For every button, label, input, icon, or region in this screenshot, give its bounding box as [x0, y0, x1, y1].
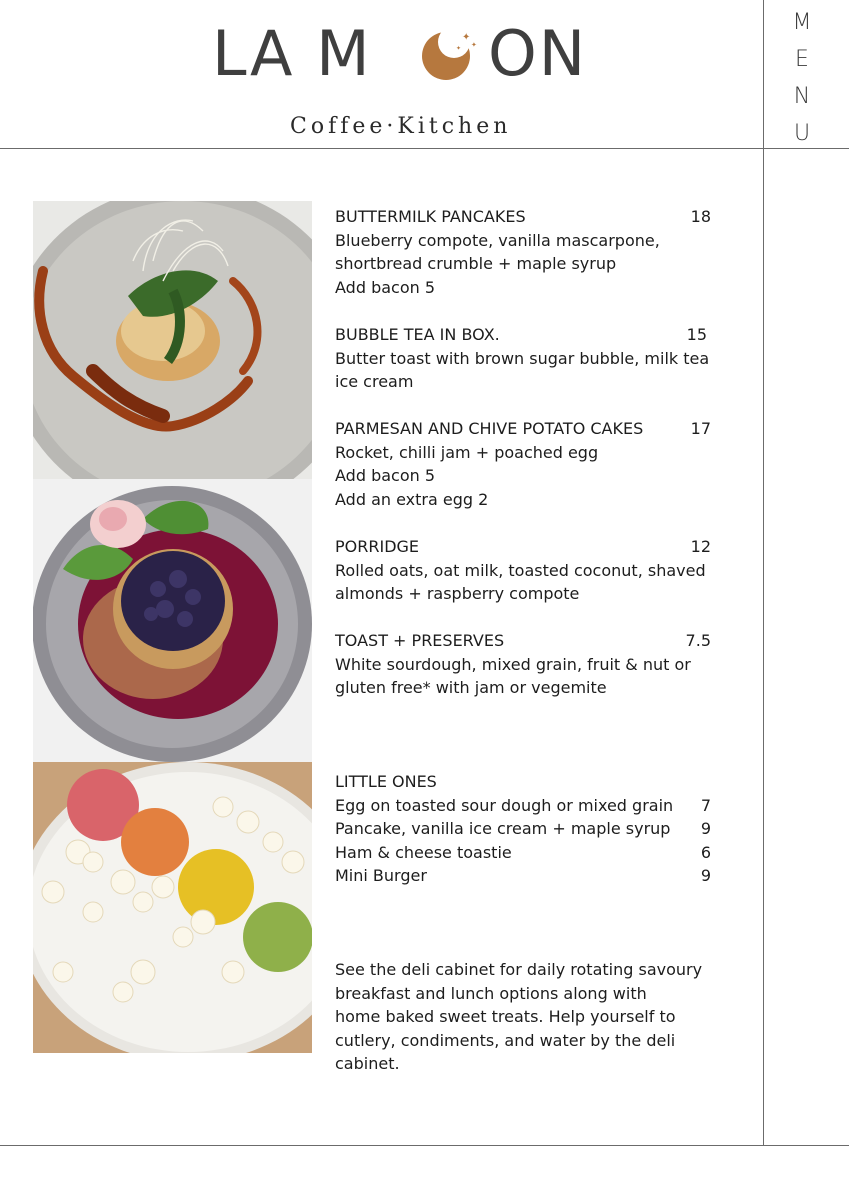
menu-item	[335, 205, 711, 299]
header-divider	[0, 148, 849, 149]
item-description: Rolled oats, oat milk, toasted coconut, shaved	[335, 560, 706, 580]
svg-text:✦: ✦	[462, 32, 473, 43]
brand-name-left: LA M	[212, 17, 372, 90]
item-description: almonds + raspberry compote	[335, 584, 580, 604]
item-price: 17	[690, 419, 711, 438]
item-addon: Add bacon 5	[335, 466, 436, 486]
deli-cabinet-note	[335, 958, 711, 1076]
kids-item	[335, 841, 711, 865]
menu-letter: N	[793, 84, 811, 109]
menu-item	[335, 535, 711, 606]
item-price: 7.5	[685, 631, 711, 650]
item-name: Ham & cheese toastie	[335, 842, 512, 862]
kids-item	[335, 817, 711, 841]
item-description: White sourdough, mixed grain, fruit & nut or	[335, 654, 691, 674]
item-price: 18	[690, 207, 711, 226]
menu-item	[335, 323, 711, 394]
item-price: 6	[700, 842, 711, 862]
item-name: Pancake, vanilla ice cream + maple syrup	[335, 819, 671, 839]
item-price: 9	[700, 819, 711, 839]
menu-tab-label	[778, 4, 826, 152]
menu-tab-divider	[763, 0, 764, 1145]
svg-text:✦: ✦	[456, 45, 464, 52]
moon-icon	[422, 28, 482, 82]
pancake-photo	[33, 479, 312, 762]
kids-item	[335, 864, 711, 888]
note-line: See the deli cabinet for daily rotating savoury	[335, 960, 703, 979]
item-price: 12	[690, 537, 711, 556]
item-name: TOAST + PRESERVES	[335, 631, 505, 650]
note-line: cutlery, condiments, and water by the deli	[335, 1030, 676, 1050]
footer-divider	[0, 1145, 849, 1146]
menu-letter: E	[795, 47, 809, 72]
item-description: Rocket, chilli jam + poached egg	[335, 442, 599, 462]
item-description: shortbread crumble + maple syrup	[335, 254, 617, 274]
item-description: gluten free* with jam or vegemite	[335, 678, 607, 698]
note-line: home baked sweet treats. Help yourself to	[335, 1007, 676, 1027]
item-name: BUTTERMILK PANCAKES	[335, 207, 526, 226]
item-price: 9	[700, 866, 711, 886]
item-name: BUBBLE TEA IN BOX.	[335, 325, 500, 344]
little-ones-section	[335, 770, 711, 888]
brand-logo	[212, 17, 612, 90]
note-line: cabinet.	[335, 1054, 400, 1074]
menu-letter: M	[792, 10, 812, 35]
item-addon: Add bacon 5	[335, 277, 436, 297]
menu-letter: U	[793, 121, 811, 146]
macaron-popcorn-photo	[33, 762, 312, 1053]
item-description: Butter toast with brown sugar bubble, milk tea	[335, 348, 710, 368]
item-name: Egg on toasted sour dough or mixed grain	[335, 795, 674, 815]
brand-tagline: Coffee·Kitchen	[290, 114, 512, 139]
item-addon: Add an extra egg 2	[335, 489, 489, 509]
section-title: LITTLE ONES	[335, 772, 437, 791]
item-price: 7	[700, 795, 711, 815]
item-name: Mini Burger	[335, 866, 427, 886]
item-description: ice cream	[335, 372, 414, 392]
potato-cake-photo	[33, 201, 312, 479]
svg-text:✦: ✦	[471, 41, 479, 49]
kids-item	[335, 794, 711, 818]
brand-name-right: ON	[488, 17, 588, 90]
item-name: PARMESAN AND CHIVE POTATO CAKES	[335, 419, 644, 438]
note-line: breakfast and lunch options along with	[335, 983, 647, 1003]
item-name: PORRIDGE	[335, 537, 420, 556]
menu-item	[335, 417, 711, 511]
item-price: 15	[686, 325, 707, 344]
menu-item	[335, 629, 711, 700]
item-description: Blueberry compote, vanilla mascarpone,	[335, 230, 660, 250]
